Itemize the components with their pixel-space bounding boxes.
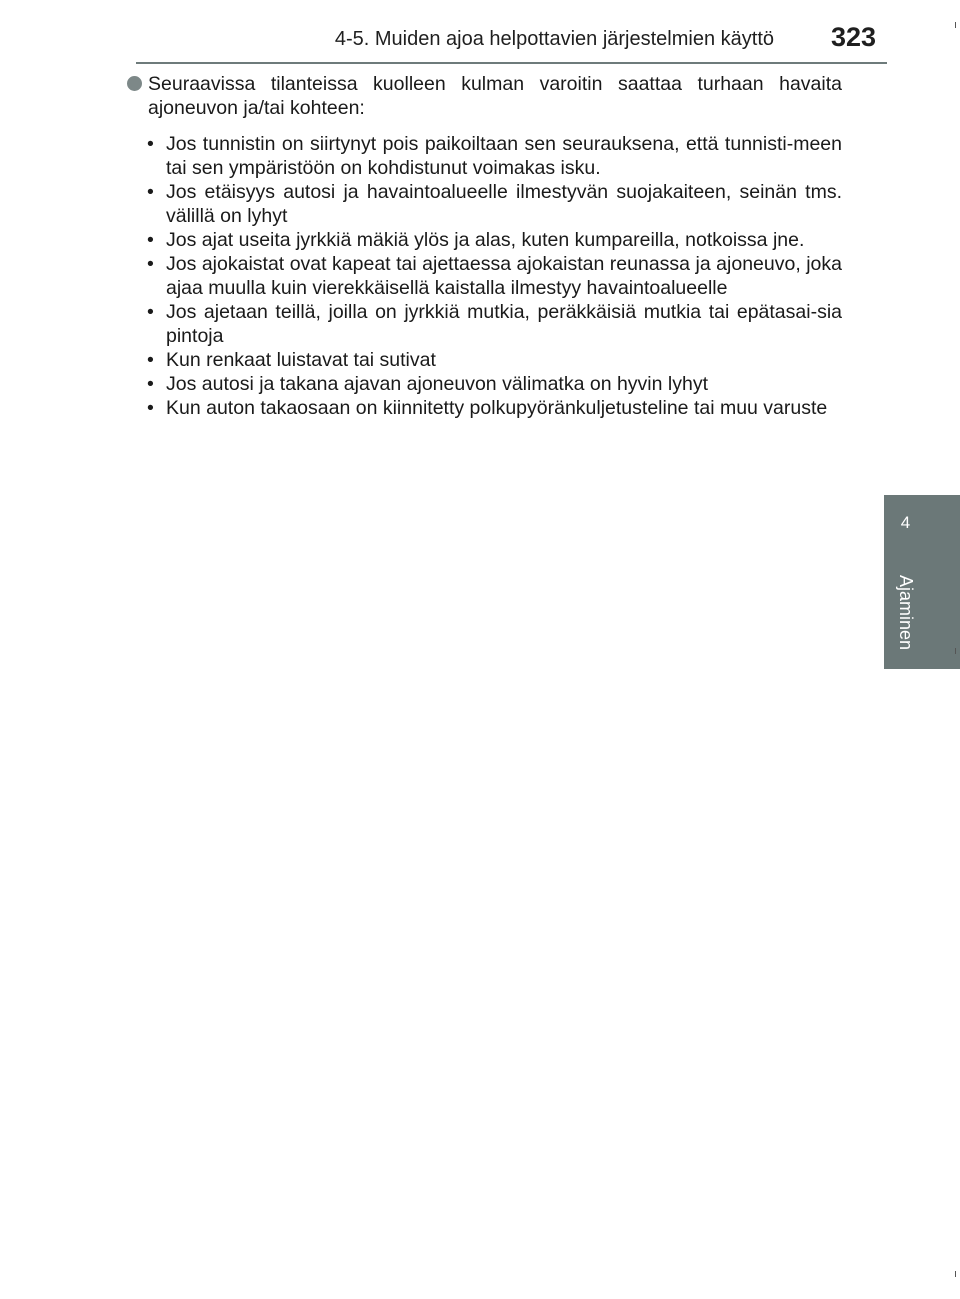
crop-mark-middle	[955, 648, 956, 654]
section-intro	[136, 72, 842, 120]
condition-list	[136, 132, 842, 420]
list-item-text: Jos ajat useita jyrkkiä mäkiä ylös ja alas, kuten kumpareilla, notkoissa jne.	[166, 229, 805, 251]
list-item-text: Kun auton takaosaan on kiinnitetty polkupyöränkuljetusteline tai muu varuste	[166, 397, 828, 419]
list-item	[136, 132, 842, 180]
list-item-text: Jos autosi ja takana ajavan ajoneuvon välimatka on hyvin lyhyt	[166, 373, 708, 395]
list-item	[136, 372, 842, 396]
list-item	[136, 396, 842, 420]
list-bullet: •	[147, 133, 154, 155]
chapter-label: Ajaminen	[896, 575, 916, 651]
list-item-text: Jos ajokaistat ovat kapeat tai ajettaessa ajokaistan reunassa ja ajoneuvo, joka ajaa muulla kuin vierekkäisellä kaistalla ilmestyy havaintoalueelle	[166, 253, 842, 299]
list-item-text: Jos etäisyys autosi ja havaintoalueelle ilmestyvän suojakaiteen, seinän tms. välillä on lyhyt	[166, 181, 842, 227]
chapter-side-tab	[884, 495, 960, 669]
list-bullet: •	[147, 397, 154, 419]
crop-mark-bottom	[955, 1271, 956, 1277]
list-item-text: Jos ajetaan teillä, joilla on jyrkkiä mutkia, peräkkäisiä mutkia tai epätasai-sia pintoja	[166, 301, 842, 347]
list-bullet: •	[147, 301, 154, 323]
page-header	[136, 22, 876, 52]
main-content	[136, 72, 842, 420]
crop-mark-top	[955, 22, 956, 28]
list-item	[136, 180, 842, 228]
chapter-title: 4-5. Muiden ajoa helpottavien järjestelmien käyttö	[334, 28, 774, 50]
header-rule	[136, 62, 887, 64]
list-item-text: Jos tunnistin on siirtynyt pois paikoiltaan sen seurauksena, että tunnisti-meen tai sen ympäristöön on kohdistunut voimakas isku.	[166, 133, 842, 179]
list-bullet: •	[147, 373, 154, 395]
chapter-number: 4	[900, 513, 911, 532]
list-item	[136, 228, 842, 252]
list-bullet: •	[147, 253, 154, 275]
circle-bullet-icon	[127, 76, 142, 91]
list-item-text: Kun renkaat luistavat tai sutivat	[166, 349, 436, 371]
list-bullet: •	[147, 349, 154, 371]
section-intro-text: Seuraavissa tilanteissa kuolleen kulman varoitin saattaa turhaan havaita ajoneuvon ja/tai kohteen:	[148, 73, 842, 119]
list-item	[136, 252, 842, 300]
list-item	[136, 300, 842, 348]
list-bullet: •	[147, 229, 154, 251]
list-item	[136, 348, 842, 372]
page-number: 323	[830, 22, 876, 52]
list-bullet: •	[147, 181, 154, 203]
